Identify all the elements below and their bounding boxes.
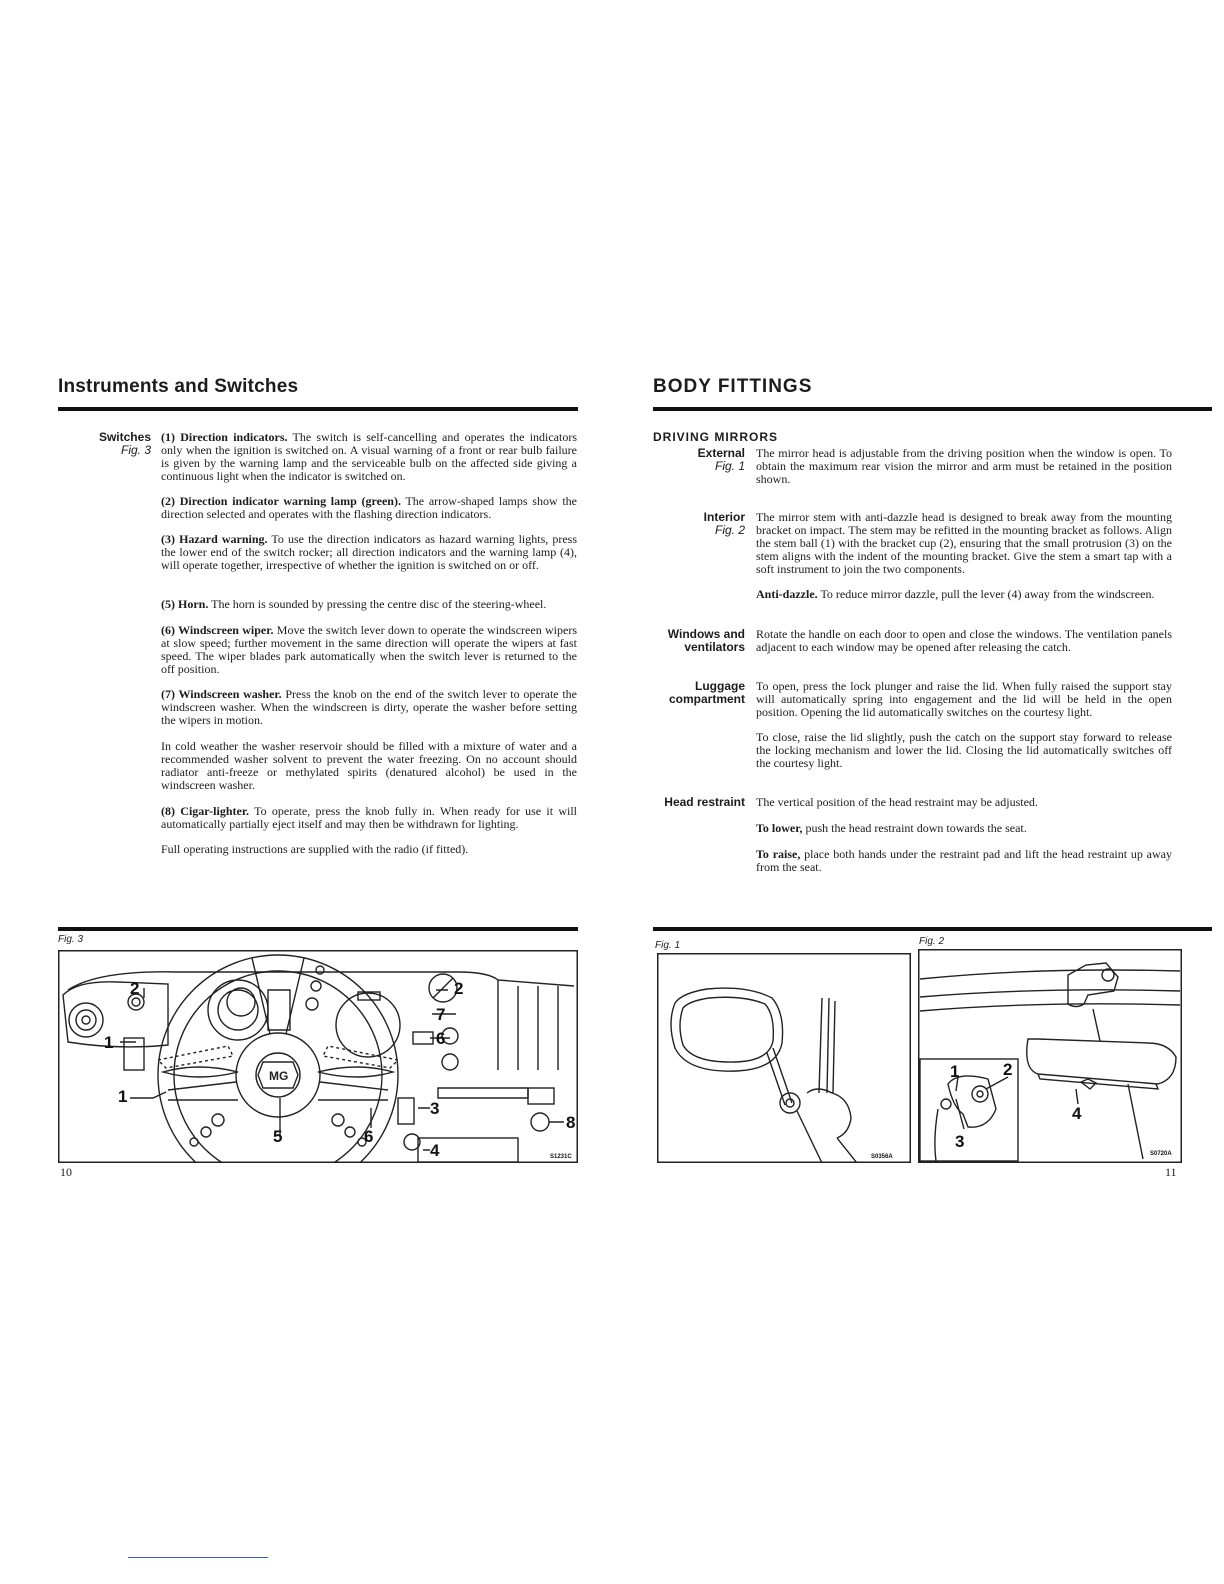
callout-5: 5 (273, 1127, 283, 1146)
figure-code: S0720A (1150, 1151, 1172, 1157)
figure-1-label: Fig. 1 (655, 940, 681, 951)
item-text: Press the knob on the end of the switch lever to operate the windscreen washer. When the windscreen is dirty, operate the washer before setting the wipers in motion. (161, 687, 577, 727)
head-lower-text (756, 822, 1172, 835)
head-raise-text (756, 848, 1172, 874)
section-label-line: ventilators (684, 640, 745, 654)
dashboard-illustration (58, 950, 578, 1163)
callout-4: 4 (430, 1141, 440, 1160)
item-title: (2) Direction indicator warning lamp (green). (161, 494, 401, 508)
windows-text: Rotate the handle on each door to open and close the windows. The ventilation panels adjacent to each window may be opened after releasing the catch. (756, 627, 1172, 654)
figure-label: Fig. 3 (58, 934, 84, 945)
exterior-mirror-illustration (657, 953, 911, 1163)
interior-mirror-illustration (918, 949, 1182, 1163)
page-number: 11 (1165, 1165, 1177, 1179)
anti-dazzle-text (756, 588, 1172, 601)
item-text: To use the direction indicators as hazard warning lights, press the lower end of the switch rocker; all direction indicators and the warning lamp (4), will operate together, irrespective of whether the ignition is switched on or off. (161, 532, 578, 572)
callout-3: 3 (430, 1099, 440, 1118)
section-label-line: Windows and (667, 627, 745, 641)
page-title: Instruments and Switches (58, 376, 299, 397)
item-title: (8) Cigar-lighter. (161, 804, 250, 818)
callout-4: 4 (1072, 1104, 1082, 1123)
callout-7: 7 (436, 1005, 446, 1024)
section-label-text: Switches (98, 430, 151, 444)
section-label-text: Head restraint (664, 795, 745, 809)
item-cigar-lighter (161, 805, 577, 831)
exterior-mirror-figure (657, 953, 911, 1163)
figure-rule (653, 927, 1212, 931)
figure-code: S1231C (550, 1154, 572, 1160)
item-text: The horn is sounded by pressing the centre disc of the steering-wheel. (208, 597, 547, 611)
item-text: The switch is self-cancelling and operates the indicators only when the ignition is switched on. A visual warning of a front or rear bulb failure is given by the warning lamp and the serviceable bulb on the affected side giving a continuous light when the indicator is switched on. (161, 430, 578, 483)
section-fig-ref: Fig. 1 (714, 459, 745, 473)
item-text: In cold weather the washer reservoir should be filled with a mixture of water and a recommended washer solvent to prevent the water freezing. On no account should radiator anti-freeze or methylated spirits (denatured alcohol) be used in the windscreen washer. (161, 739, 577, 792)
item-title: (7) Windscreen washer. (161, 687, 282, 701)
callout-1: 1 (118, 1087, 128, 1106)
item-windscreen-wiper (161, 624, 577, 676)
item-title: (3) Hazard warning. (161, 532, 268, 546)
section-label-interior (632, 511, 745, 537)
callout-2: 2 (454, 979, 464, 998)
luggage-close-text: To close, raise the lid slightly, push the catch on the support stay forward to release the locking mechanism and lower the lid. Closing the lid automatically switches off the courtesy light. (756, 730, 1172, 770)
item-text: Move the switch lever down to operate the windscreen wipers at slow speed; further movement in the same direction will operate the wipers at fast speed. The wiper blades park automatically when the switch lever is returned to the off position. (161, 623, 577, 676)
item-windscreen-washer (161, 688, 577, 727)
interior-mirror-text: The mirror stem with anti-dazzle head is designed to break away from the mounting bracket on impact. The stem may be refitted in the mounting bracket as follows. Align the stem ball (1) with the bracket cup (2), ensuring that the small protrusion (3) on the stem aligns with the indent of the mounting bracket. Give the stem a smart tap with a soft instrument to join the two components. (756, 510, 1172, 576)
figure-code: S0356A (871, 1154, 893, 1160)
page-number: 10 (60, 1165, 72, 1179)
callout-6: 6 (364, 1127, 374, 1146)
item-text: Full operating instructions are supplied with the radio (if fitted). (161, 842, 469, 856)
stray-underline (128, 1557, 268, 1558)
item-title: (6) Windscreen wiper. (161, 623, 274, 637)
title-rule (653, 407, 1212, 411)
callout-8: 8 (566, 1113, 576, 1132)
head-raise-title: To raise, (756, 847, 801, 861)
section-label-luggage (632, 680, 745, 706)
right-page (612, 0, 1224, 1584)
luggage-open-text: To open, press the lock plunger and raise the lid. When fully raised the support stay will automatically spring into engagement and the lid will be held in the open position. Opening the lid automatically switches on the courtesy light. (756, 679, 1172, 719)
callout-2: 2 (130, 979, 140, 998)
callout-3: 3 (955, 1132, 965, 1151)
callout-2: 2 (1003, 1060, 1013, 1079)
head-lower-body: push the head restraint down towards the seat. (802, 821, 1027, 835)
section-subheading: DRIVING MIRRORS (653, 430, 779, 444)
item-title: (5) Horn. (161, 597, 209, 611)
section-label-text: External (697, 446, 745, 460)
dashboard-figure (58, 950, 578, 1163)
figure-rule (58, 927, 578, 931)
section-label-external (632, 447, 745, 473)
head-lower-title: To lower, (756, 821, 803, 835)
section-label-text: Interior (703, 510, 745, 524)
anti-dazzle-body: To reduce mirror dazzle, pull the lever (4) away from the windscreen. (817, 587, 1155, 601)
section-label-line: compartment (668, 692, 745, 706)
item-text: The arrow-shaped lamps show the direction selected and operates with the flashing direction indicators. (161, 494, 577, 521)
item-horn (161, 598, 577, 611)
item-radio-note (161, 843, 577, 856)
callout-1: 1 (950, 1062, 960, 1081)
section-fig-ref: Fig. 3 (120, 443, 151, 457)
page-title: BODY FITTINGS (653, 376, 813, 397)
title-rule (58, 407, 578, 411)
item-washer-cold-weather (161, 740, 577, 792)
item-hazard-warning (161, 533, 577, 572)
section-label-switches (40, 431, 151, 457)
head-raise-body: place both hands under the restraint pad and lift the head restraint up away from the seat. (756, 847, 1172, 874)
callout-6: 6 (436, 1029, 446, 1048)
callout-1: 1 (104, 1033, 114, 1052)
section-label-head-restraint (632, 796, 745, 809)
item-indicator-warning-lamp (161, 495, 577, 521)
external-mirror-text: The mirror head is adjustable from the driving position when the window is open. To obtain the maximum rear vision the mirror and arm must be retained in the position shown. (756, 446, 1172, 486)
head-restraint-text: The vertical position of the head restraint may be adjusted. (756, 795, 1038, 809)
interior-mirror-figure (918, 949, 1182, 1163)
item-title: (1) Direction indicators. (161, 430, 288, 444)
figure-2-label: Fig. 2 (919, 936, 945, 947)
section-label-line: Luggage (695, 679, 745, 693)
item-direction-indicators (161, 431, 577, 483)
mg-badge: MG (269, 1069, 289, 1083)
anti-dazzle-title: Anti-dazzle. (756, 587, 818, 601)
section-fig-ref: Fig. 2 (714, 523, 745, 537)
section-label-windows (632, 628, 745, 654)
item-text: To operate, press the knob fully in. When ready for use it will automatically partially eject itself and may then be withdrawn for lighting. (161, 804, 578, 831)
